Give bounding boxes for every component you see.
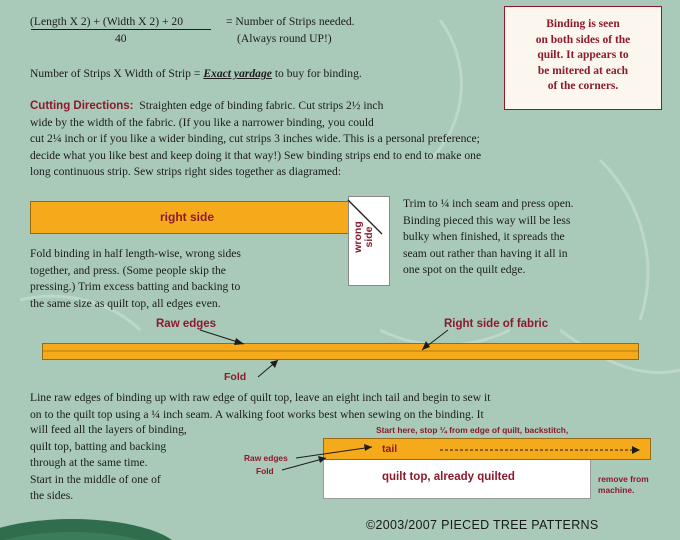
raw-edges-small-label: Raw edges — [244, 453, 288, 463]
yardage-text: Number of Strips X Width of Strip = — [30, 67, 204, 80]
cutting-line: wide by the width of the fabric. (If you like a narrower binding, you could — [30, 115, 374, 129]
arrowhead — [632, 446, 640, 454]
remove-line: remove from — [598, 474, 649, 484]
fold-small-label: Fold — [256, 466, 274, 476]
formula-result: = Number of Strips needed. — [226, 15, 355, 28]
cutting-line: decide what you like best and keep doing it that way!) Sew binding strips end to end to make one — [30, 148, 482, 162]
line-up-left-line: the sides. — [30, 489, 74, 502]
formula-denominator: 40 — [115, 32, 127, 45]
arrowhead — [318, 456, 326, 463]
arrowhead — [364, 444, 372, 451]
formula-numerator: (Length X 2) + (Width X 2) + 20 — [30, 15, 183, 28]
remove-line: machine. — [598, 485, 635, 495]
line-up-left-line: through at the same time. — [30, 456, 148, 469]
copyright-text: ©2003/2007 PIECED TREE PATTERNS — [366, 518, 599, 532]
tail-label: tail — [382, 443, 398, 455]
right-side-label: right side — [160, 210, 215, 224]
raw-edges-label: Raw edges — [156, 318, 217, 330]
trim-line: one spot on the quilt edge. — [403, 263, 526, 276]
fold-line: the same size as quilt top, all edges even. — [30, 296, 221, 310]
trim-line: Trim to ¼ inch seam and press open. — [403, 197, 574, 210]
cutting-line: Straighten edge of binding fabric. Cut strips 2½ inch — [139, 99, 384, 112]
start-here-note: Start here, stop ¼ from edge of quilt, backstitch, — [376, 425, 569, 435]
line-up-left-line: Start in the middle of one of — [30, 472, 161, 486]
raw-edges-small-pointer — [296, 447, 372, 458]
cutting-line: cut 2¼ inch or if you like a wider binding, cut strips 3 inches wide. This is a personal preference; — [30, 132, 480, 145]
line-up-left-line: quilt top, batting and backing — [30, 439, 167, 453]
fold-line: together, and press. (Some people skip the — [30, 263, 226, 277]
yardage-text-end: to buy for binding. — [271, 67, 362, 80]
trim-line: Binding pieced this way will be less — [403, 213, 571, 227]
wrong-side-label: wrong side — [352, 221, 375, 253]
trim-line: bulky when finished, it spreads the — [403, 230, 565, 243]
line-up-line: Line raw edges of binding up with raw edge of quilt top, leave an eight inch tail and begin to sew it — [30, 391, 491, 404]
fold-line: pressing.) Trim excess batting and backing to — [30, 280, 241, 293]
callout-line: quilt. It appears to — [537, 49, 629, 61]
callout-line: of the corners. — [547, 80, 619, 92]
quilt-top-label: quilt top, already quilted — [382, 471, 515, 483]
fold-line: Fold binding in half length-wise, wrong sides — [30, 247, 241, 260]
line-up-line: on to the quilt top using a ¼ inch seam. A walking foot works best when sewing on the binding. It — [30, 407, 484, 421]
fold-label: Fold — [224, 371, 247, 383]
callout-line: be mitered at each — [537, 64, 629, 77]
line-up-left-line: will feed all the layers of binding, — [30, 423, 187, 436]
yardage-emphasis: Exact yardage — [203, 67, 272, 80]
callout-line: on both sides of the — [535, 33, 631, 46]
trim-line: seam out rather than having it all in — [403, 246, 568, 260]
right-side-of-fabric-label: Right side of fabric — [444, 318, 549, 330]
cutting-heading: Cutting Directions: — [30, 100, 134, 112]
callout-line: Binding is seen — [546, 18, 620, 30]
formula-note: (Always round UP!) — [237, 32, 332, 45]
cutting-line: long continuous strip. Sew strips right sides together as diagramed: — [30, 165, 342, 178]
